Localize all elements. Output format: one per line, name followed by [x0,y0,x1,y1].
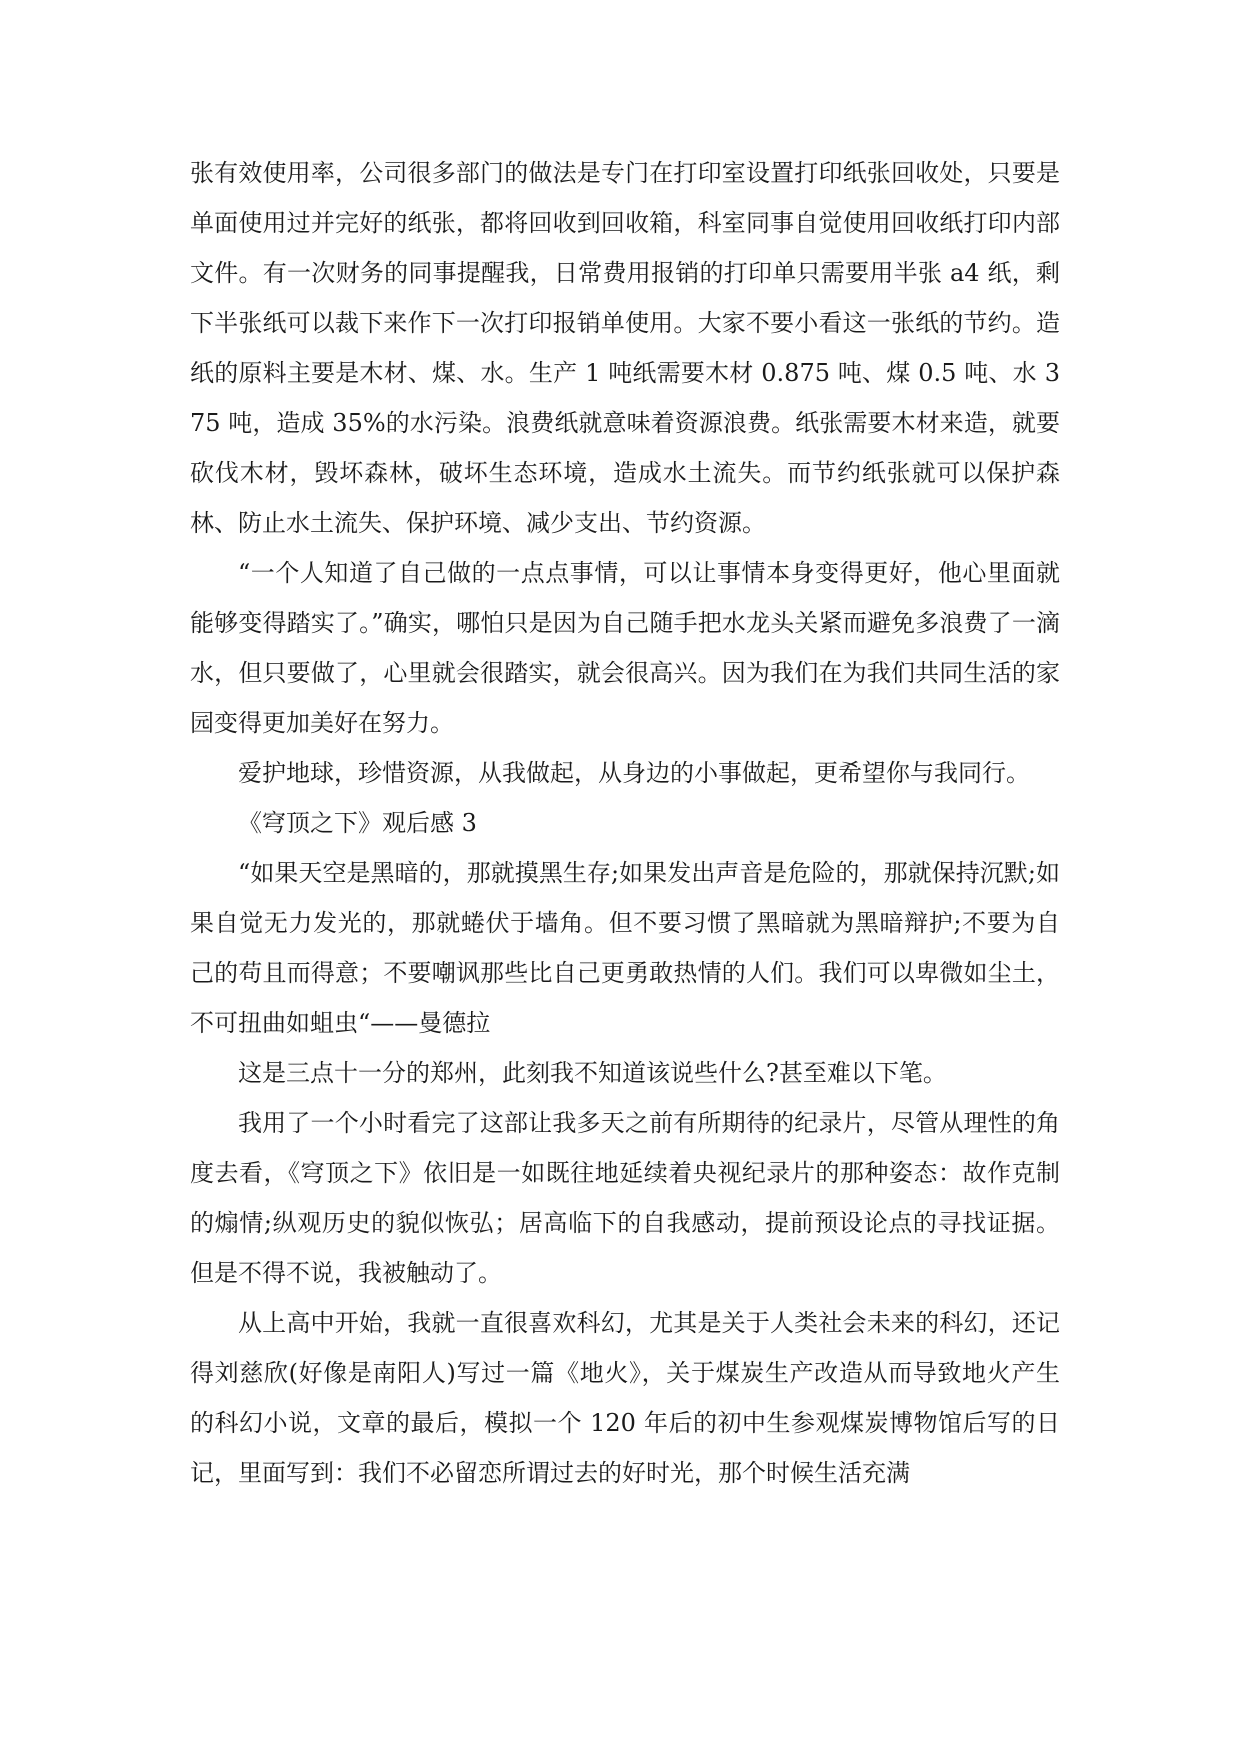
paragraph-documentary: 我用了一个小时看完了这部让我多天之前有所期待的纪录片，尽管从理性的角度去看，《穹顶之下》依旧是一如既往地延续着央视纪录片的那种姿态：故作克制的煽情;纵观历史的貌似恢弘；居高临下的自我感动，提前预设论点的寻找证据。但是不得不说，我被触动了。 [190,1109,1060,1287]
paragraph-love-earth: 爱护地球，珍惜资源，从我做起，从身边的小事做起，更希望你与我同行。 [238,759,1030,787]
paragraph-zhengzhou: 这是三点十一分的郑州，此刻我不知道该说些什么?甚至难以下笔。 [238,1059,947,1087]
paragraph-paper-saving: 张有效使用率，公司很多部门的做法是专门在打印室设置打印纸张回收处，只要是单面使用过并完好的纸张，都将回收到回收箱，科室同事自觉使用回收纸打印内部文件。有一次财务的同事提醒我，日常费用报销的打印单只需要用半张 a4 纸，剩下半张纸可以裁下来作下一次打印报销单使用。大家不要小看这一张纸的节约。造纸的原料主要是木材、煤、水。生产 1 吨纸需要木材 0.875 吨、煤 0.5 吨、水 375 吨，造成 35%的水污染。浪费纸就意味着资源浪费。纸张需要木材来造，就要砍伐木材，毁坏森林，破坏生态环境，造成水土流失。而节约纸张就可以保护森林、防止水土流失、保护环境、减少支出、节约资源。 [190,159,1060,537]
paragraph-mandela-quote: “如果天空是黑暗的，那就摸黑生存;如果发出声音是危险的，那就保持沉默;如果自觉无力发光的，那就蜷伏于墙角。但不要习惯了黑暗就为黑暗辩护;不要为自己的苟且而得意；不要嘲讽那些比自己更勇敢热情的人们。我们可以卑微如尘土，不可扭曲如蛆虫“——曼德拉 [190,859,1060,1037]
section-heading: 《穹顶之下》观后感 3 [238,809,477,837]
paragraph-quote-small-things: “一个人知道了自己做的一点点事情，可以让事情本身变得更好，他心里面就能够变得踏实了。”确实，哪怕只是因为自己随手把水龙头关紧而避免多浪费了一滴水，但只要做了，心里就会很踏实，就会很高兴。因为我们在为我们共同生活的家园变得更加美好在努力。 [190,559,1060,737]
paragraph-science-fiction: 从上高中开始，我就一直很喜欢科幻，尤其是关于人类社会未来的科幻，还记得刘慈欣(好像是南阳人)写过一篇《地火》，关于煤炭生产改造从而导致地火产生的科幻小说，文章的最后，模拟一个 120 年后的初中生参观煤炭博物馆后写的日记，里面写到：我们不必留恋所谓过去的好时光，那个时候生活充满 [190,1309,1060,1487]
document-body [190,148,1060,1498]
